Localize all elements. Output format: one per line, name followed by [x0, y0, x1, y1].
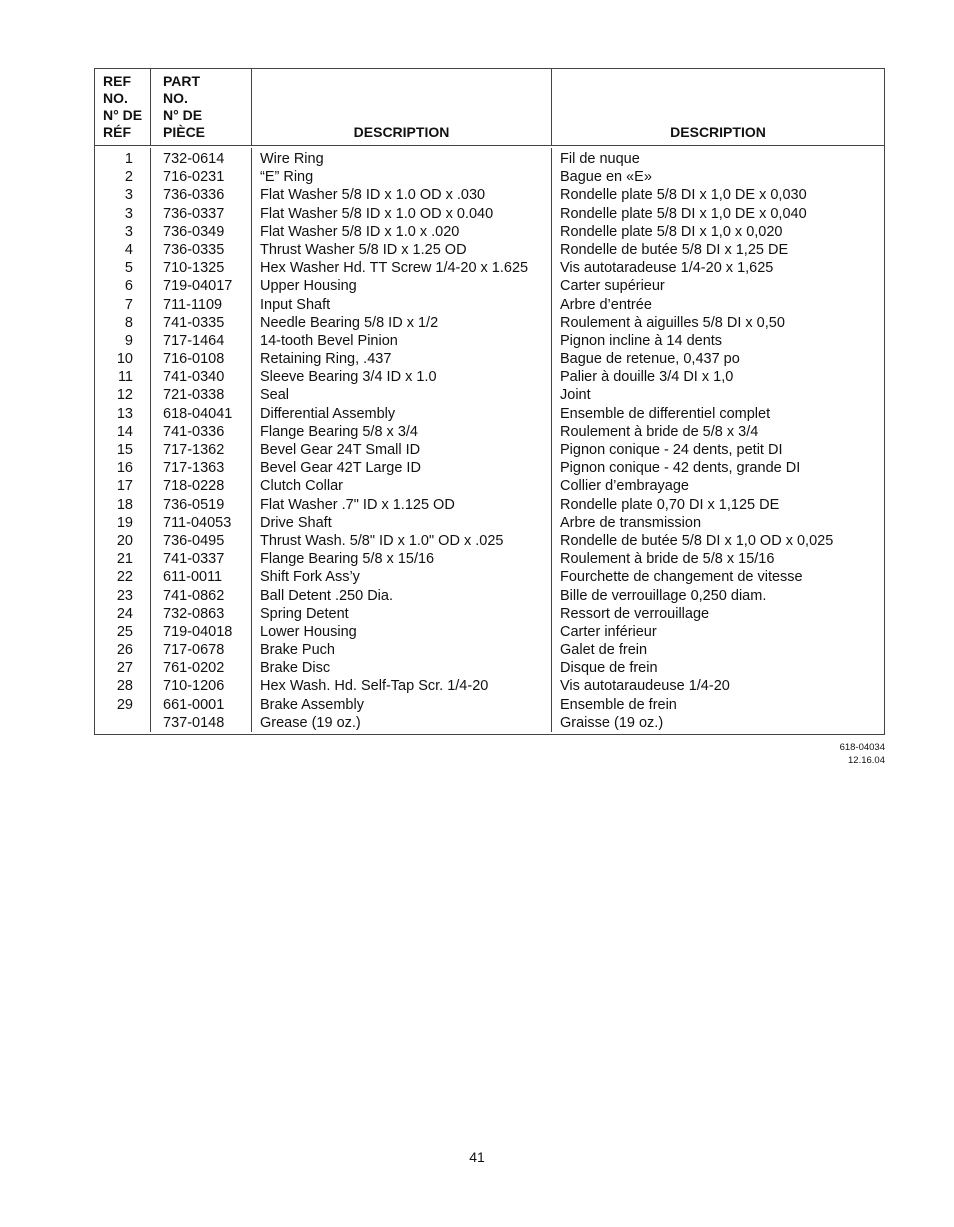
description-en-cell: Bevel Gear 42T Large ID — [260, 460, 421, 477]
ref-cell: 16 — [116, 460, 133, 477]
part-number-cell: 711-1109 — [163, 296, 223, 313]
description-fr-cell: Ensemble de frein — [560, 696, 677, 713]
description-fr-cell: Galet de frein — [560, 642, 648, 659]
header-description-en — [252, 69, 552, 145]
document-date: 12.16.04 — [848, 755, 885, 766]
part-number-cell: 716-0108 — [163, 351, 225, 368]
ref-cell: 26 — [116, 642, 133, 659]
ref-cell: 17 — [116, 478, 133, 495]
part-number-cell: 736-0519 — [163, 496, 225, 513]
part-number-cell: 618-04041 — [163, 405, 233, 422]
description-fr-cell: Fil de nuque — [560, 151, 640, 167]
description-fr-cell: Carter supérieur — [560, 278, 665, 295]
page-number: 41 — [469, 1149, 485, 1165]
description-en-cell: Hex Washer Hd. TT Screw 1/4-20 x 1.625 — [260, 260, 529, 277]
description-fr-cell: Roulement à bride de 5/8 x 3/4 — [560, 423, 759, 440]
ref-cell: 3 — [124, 223, 133, 240]
description-en-cell: Sleeve Bearing 3/4 ID x 1.0 — [260, 369, 437, 386]
description-fr-cell: Graisse (19 oz.) — [560, 714, 664, 731]
table-header — [95, 69, 884, 146]
ref-cell: 27 — [116, 660, 133, 677]
description-fr-cell: Palier à douille 3/4 DI x 1,0 — [560, 369, 734, 386]
description-fr-cell: Rondelle plate 0,70 DI x 1,125 DE — [560, 496, 780, 513]
description-en-cell: Brake Puch — [260, 642, 335, 659]
description-en-cell: Grease (19 oz.) — [260, 714, 361, 731]
part-number-cell: 719-04018 — [163, 623, 233, 640]
ref-cell: 15 — [116, 442, 133, 458]
description-fr-cell: Disque de frein — [560, 660, 658, 677]
description-fr-cell: Rondelle plate 5/8 DI x 1,0 DE x 0,040 — [560, 205, 807, 222]
ref-cell: 13 — [116, 405, 133, 422]
part-number-cell: 710-1325 — [163, 260, 225, 277]
description-en-cell: Clutch Collar — [260, 478, 343, 495]
ref-cell: 12 — [116, 387, 133, 404]
description-fr-column — [552, 148, 884, 732]
description-fr-cell: Roulement à bride de 5/8 x 15/16 — [560, 551, 775, 568]
description-en-cell: 14-tooth Bevel Pinion — [260, 332, 398, 349]
header-description-fr-label: DESCRIPTION — [670, 124, 766, 140]
description-fr-cell: Rondelle plate 5/8 DI x 1,0 DE x 0,030 — [560, 187, 807, 204]
description-en-cell: Retaining Ring, .437 — [260, 351, 392, 368]
part-number-cell: 736-0337 — [163, 205, 225, 222]
description-fr-cell: Vis autotaradeuse 1/4-20 x 1,625 — [560, 260, 774, 277]
part-number-cell: 717-1362 — [163, 442, 225, 458]
description-en-cell: Bevel Gear 24T Small ID — [260, 442, 421, 458]
part-number-cell: 717-1363 — [163, 460, 225, 477]
description-fr-cell: Vis autotaraudeuse 1/4-20 — [560, 678, 730, 695]
description-fr-cell: Bille de verrouillage 0,250 diam. — [560, 587, 767, 604]
document-number — [840, 741, 885, 767]
description-en-cell: Differential Assembly — [260, 405, 396, 422]
description-fr-cell: Pignon conique - 24 dents, petit DI — [560, 442, 783, 458]
description-fr-cell: Fourchette de changement de vitesse — [560, 569, 803, 586]
description-fr-cell: Arbre de transmission — [560, 514, 702, 531]
parts-table — [94, 68, 885, 735]
header-part-line: PART — [163, 73, 201, 89]
description-en-cell: Wire Ring — [260, 151, 324, 167]
ref-cell: 14 — [116, 423, 133, 440]
part-number-cell: 761-0202 — [163, 660, 225, 677]
description-en-cell: Flat Washer 5/8 ID x 1.0 OD x .030 — [260, 187, 486, 204]
description-en-cell: Flange Bearing 5/8 x 3/4 — [260, 423, 418, 440]
description-en-cell: Upper Housing — [260, 278, 357, 295]
part-number-cell: 732-0863 — [163, 605, 225, 622]
ref-cell: 25 — [116, 623, 133, 640]
part-number-cell: 721-0338 — [163, 387, 225, 404]
header-part-line: PIÈCE — [163, 124, 206, 140]
part-number-cell: 732-0614 — [163, 151, 225, 167]
description-en-cell: Ball Detent .250 Dia. — [260, 587, 393, 604]
description-fr-cell: Arbre d’entrée — [560, 296, 652, 313]
ref-cell: 10 — [116, 351, 133, 368]
description-fr-cell: Bague de retenue, 0,437 po — [560, 351, 740, 368]
part-number-cell: 711-04053 — [163, 514, 232, 531]
part-number-cell: 736-0349 — [163, 223, 225, 240]
part-number-cell: 736-0335 — [163, 241, 225, 258]
ref-column — [95, 148, 151, 732]
description-en-cell: “E” Ring — [260, 169, 314, 186]
description-en-cell: Spring Detent — [260, 605, 349, 622]
part-number-cell: 741-0336 — [163, 423, 225, 440]
ref-cell: 11 — [117, 369, 133, 386]
part-number-cell: 718-0228 — [163, 478, 225, 495]
description-en-cell: Flat Washer .7" ID x 1.125 OD — [260, 496, 455, 513]
part-number-cell: 717-1464 — [163, 332, 225, 349]
description-en-cell: Thrust Washer 5/8 ID x 1.25 OD — [260, 241, 467, 258]
part-column — [151, 148, 252, 732]
ref-cell: 2 — [124, 169, 133, 186]
description-en-cell: Hex Wash. Hd. Self-Tap Scr. 1/4-20 — [260, 678, 489, 695]
part-number-cell: 736-0336 — [163, 187, 225, 204]
description-fr-cell: Carter inférieur — [560, 623, 657, 640]
ref-cell: 23 — [116, 587, 133, 604]
part-number-cell: 717-0678 — [163, 642, 225, 659]
ref-cell: 20 — [116, 532, 133, 549]
description-fr-cell: Pignon conique - 42 dents, grande DI — [560, 460, 801, 477]
ref-cell: 22 — [116, 569, 133, 586]
description-fr-cell: Rondelle de butée 5/8 DI x 1,25 DE — [560, 241, 789, 258]
ref-cell: 19 — [116, 514, 133, 531]
header-description-en-label: DESCRIPTION — [353, 124, 450, 140]
part-number-cell: 741-0335 — [163, 314, 225, 331]
description-en-cell: Flange Bearing 5/8 x 15/16 — [260, 551, 435, 568]
ref-cell — [95, 714, 150, 732]
ref-cell: 5 — [124, 260, 133, 277]
header-ref-line: REF — [103, 73, 131, 89]
description-fr-cell: Pignon incline à 14 dents — [560, 332, 723, 349]
description-en-cell: Shift Fork Ass’y — [260, 569, 360, 586]
ref-cell: 8 — [124, 314, 133, 331]
ref-cell: 1 — [124, 151, 133, 167]
description-en-cell: Brake Disc — [260, 660, 331, 677]
part-number-cell: 741-0337 — [163, 551, 225, 568]
header-ref-line: RÉF — [103, 124, 131, 140]
description-fr-cell: Roulement à aiguilles 5/8 DI x 0,50 — [560, 314, 785, 331]
part-number-cell: 611-0011 — [163, 569, 223, 586]
part-number-cell: 719-04017 — [163, 278, 233, 295]
ref-cell: 18 — [116, 496, 133, 513]
part-number-cell: 710-1206 — [163, 678, 225, 695]
description-en-cell: Needle Bearing 5/8 ID x 1/2 — [260, 314, 439, 331]
description-en-cell: Flat Washer 5/8 ID x 1.0 OD x 0.040 — [260, 205, 494, 222]
ref-cell: 4 — [124, 241, 133, 258]
description-en-cell: Flat Washer 5/8 ID x 1.0 x .020 — [260, 223, 460, 240]
part-number-cell: 661-0001 — [163, 696, 225, 713]
header-part-no — [151, 69, 252, 145]
header-part-line: NO. — [163, 90, 188, 106]
part-number-cell: 741-0862 — [163, 587, 225, 604]
ref-cell: 3 — [124, 187, 133, 204]
part-number-cell: 716-0231 — [163, 169, 225, 186]
description-en-column — [252, 148, 552, 732]
ref-cell: 9 — [124, 332, 133, 349]
ref-cell: 3 — [124, 205, 133, 222]
ref-cell: 24 — [116, 605, 133, 622]
description-en-cell: Seal — [260, 387, 290, 404]
description-fr-cell: Bague en «E» — [560, 169, 652, 186]
description-fr-cell: Joint — [560, 387, 591, 404]
header-ref-no — [95, 69, 151, 145]
description-en-cell: Thrust Wash. 5/8" ID x 1.0" OD x .025 — [260, 532, 504, 549]
ref-cell: 21 — [116, 551, 133, 568]
part-number-cell: 736-0495 — [163, 532, 225, 549]
ref-cell: 7 — [124, 296, 133, 313]
description-fr-cell: Collier d’embrayage — [560, 478, 689, 495]
document-code: 618-04034 — [839, 742, 885, 753]
header-ref-line: N° DE — [103, 107, 143, 123]
part-number-cell: 737-0148 — [163, 714, 225, 731]
description-fr-cell: Rondelle de butée 5/8 DI x 1,0 OD x 0,025 — [560, 532, 834, 549]
description-en-cell: Brake Assembly — [260, 696, 364, 713]
description-en-cell: Drive Shaft — [260, 514, 332, 531]
description-en-cell: Input Shaft — [260, 296, 331, 313]
description-fr-cell: Rondelle plate 5/8 DI x 1,0 x 0,020 — [560, 223, 783, 240]
header-description-fr — [552, 69, 884, 145]
header-part-line: N° DE — [163, 107, 203, 123]
ref-cell: 28 — [116, 678, 133, 695]
header-ref-line: NO. — [103, 90, 128, 106]
description-fr-cell: Ressort de verrouillage — [560, 605, 710, 622]
part-number-cell: 741-0340 — [163, 369, 225, 386]
ref-cell: 29 — [116, 696, 133, 713]
description-fr-cell: Ensemble de differentiel complet — [560, 405, 771, 422]
description-en-cell: Lower Housing — [260, 623, 357, 640]
ref-cell: 6 — [124, 278, 133, 295]
table-body — [95, 146, 884, 734]
